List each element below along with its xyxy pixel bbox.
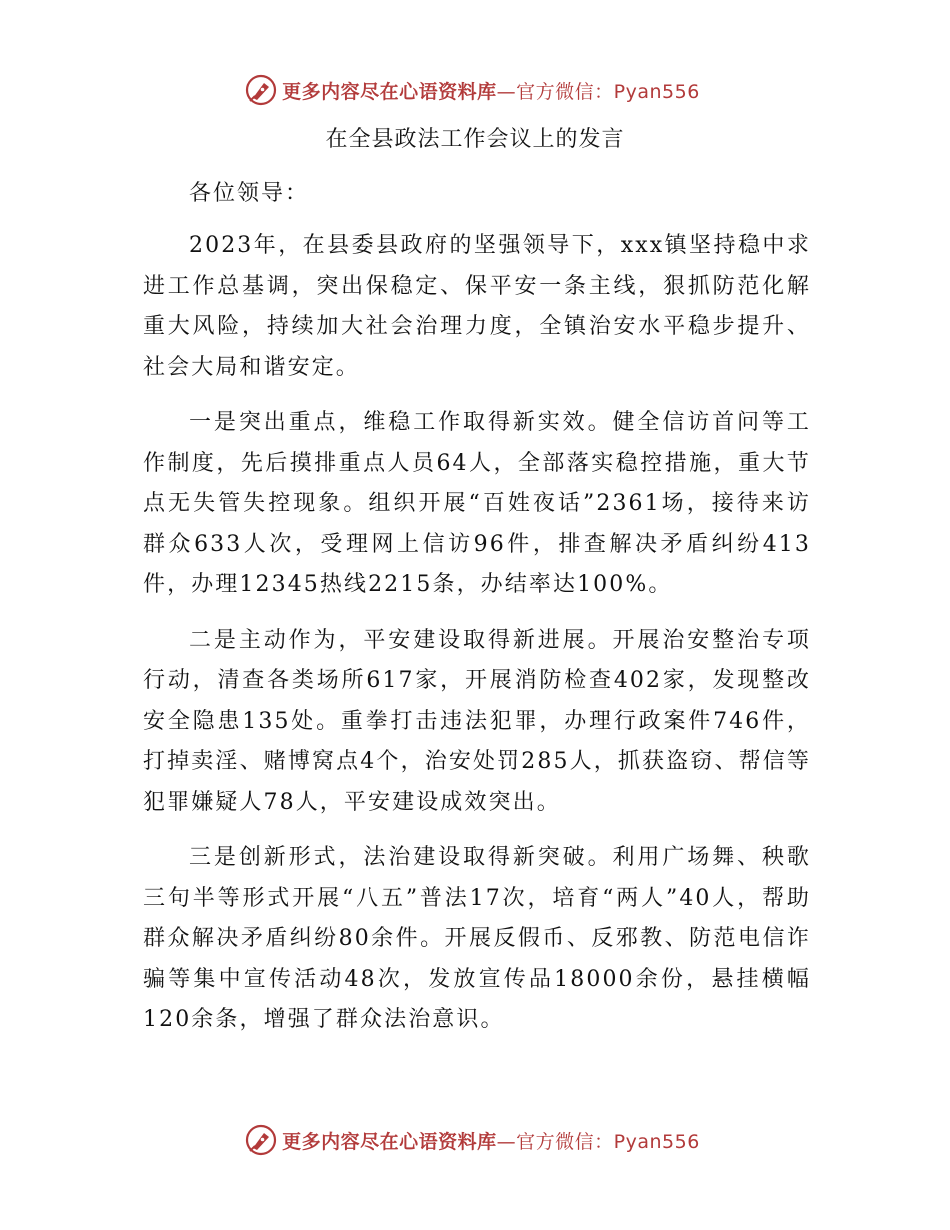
paragraph-stability: 一是突出重点，维稳工作取得新实效。健全信访首问等工作制度，先后摸排重点人员64人，全部落实稳控措施，重大节点无失管失控现象。组织开展“百姓夜话”2361场，接待来访群众633人次，受理网上信访96件，排查解决矛盾纠纷413件，办理12345热线2215条，办结率达100%。 xyxy=(143,410,811,597)
footer-watermark-separator: — xyxy=(496,1130,517,1153)
header-watermark-banner xyxy=(0,70,950,110)
footer-watermark-lead: 更多内容尽在心语资料库 xyxy=(282,1130,497,1153)
header-watermark-content xyxy=(244,73,700,107)
pen-nib-circle-logo-icon xyxy=(244,1123,278,1157)
header-watermark-lead: 更多内容尽在心语资料库 xyxy=(282,80,497,103)
header-watermark-separator: — xyxy=(496,80,517,103)
document-body xyxy=(143,226,811,1056)
paragraph-safety: 二是主动作为，平安建设取得新进展。开展治安整治专项行动，清查各类场所617家，开展消防检查402家，发现整改安全隐患135处。重拳打击违法犯罪，办理行政案件746件，打掉卖淫、赌博窝点4个，治安处罚285人，抓获盗窃、帮信等犯罪嫌疑人78人，平安建设成效突出。 xyxy=(143,627,811,815)
footer-watermark-content xyxy=(244,1123,700,1157)
paragraph-rule-of-law: 三是创新形式，法治建设取得新突破。利用广场舞、秧歌三句半等形式开展“八五”普法17次，培育“两人”40人，帮助群众解决矛盾纠纷80余件。开展反假币、反邪教、防范电信诈骗等集中宣传活动48次，发放宣传品18000余份，悬挂横幅120余条，增强了群众法治意识。 xyxy=(143,845,811,1032)
header-watermark-text xyxy=(282,77,700,104)
header-watermark-contact: 官方微信：Pyan556 xyxy=(516,80,700,103)
footer-watermark-banner xyxy=(0,1120,950,1160)
paragraph-intro: 2023年，在县委县政府的坚强领导下，xxx镇坚持稳中求进工作总基调，突出保稳定、保平安一条主线，狠抓防范化解重大风险，持续加大社会治理力度，全镇治安水平稳步提升、社会大局和谐安定。 xyxy=(143,233,811,380)
pen-nib-circle-logo-icon xyxy=(244,73,278,107)
footer-watermark-text xyxy=(282,1127,700,1154)
document-greeting: 各位领导： xyxy=(189,181,310,206)
footer-watermark-contact: 官方微信：Pyan556 xyxy=(516,1130,700,1153)
document-title: 在全县政法工作会议上的发言 xyxy=(325,127,625,152)
